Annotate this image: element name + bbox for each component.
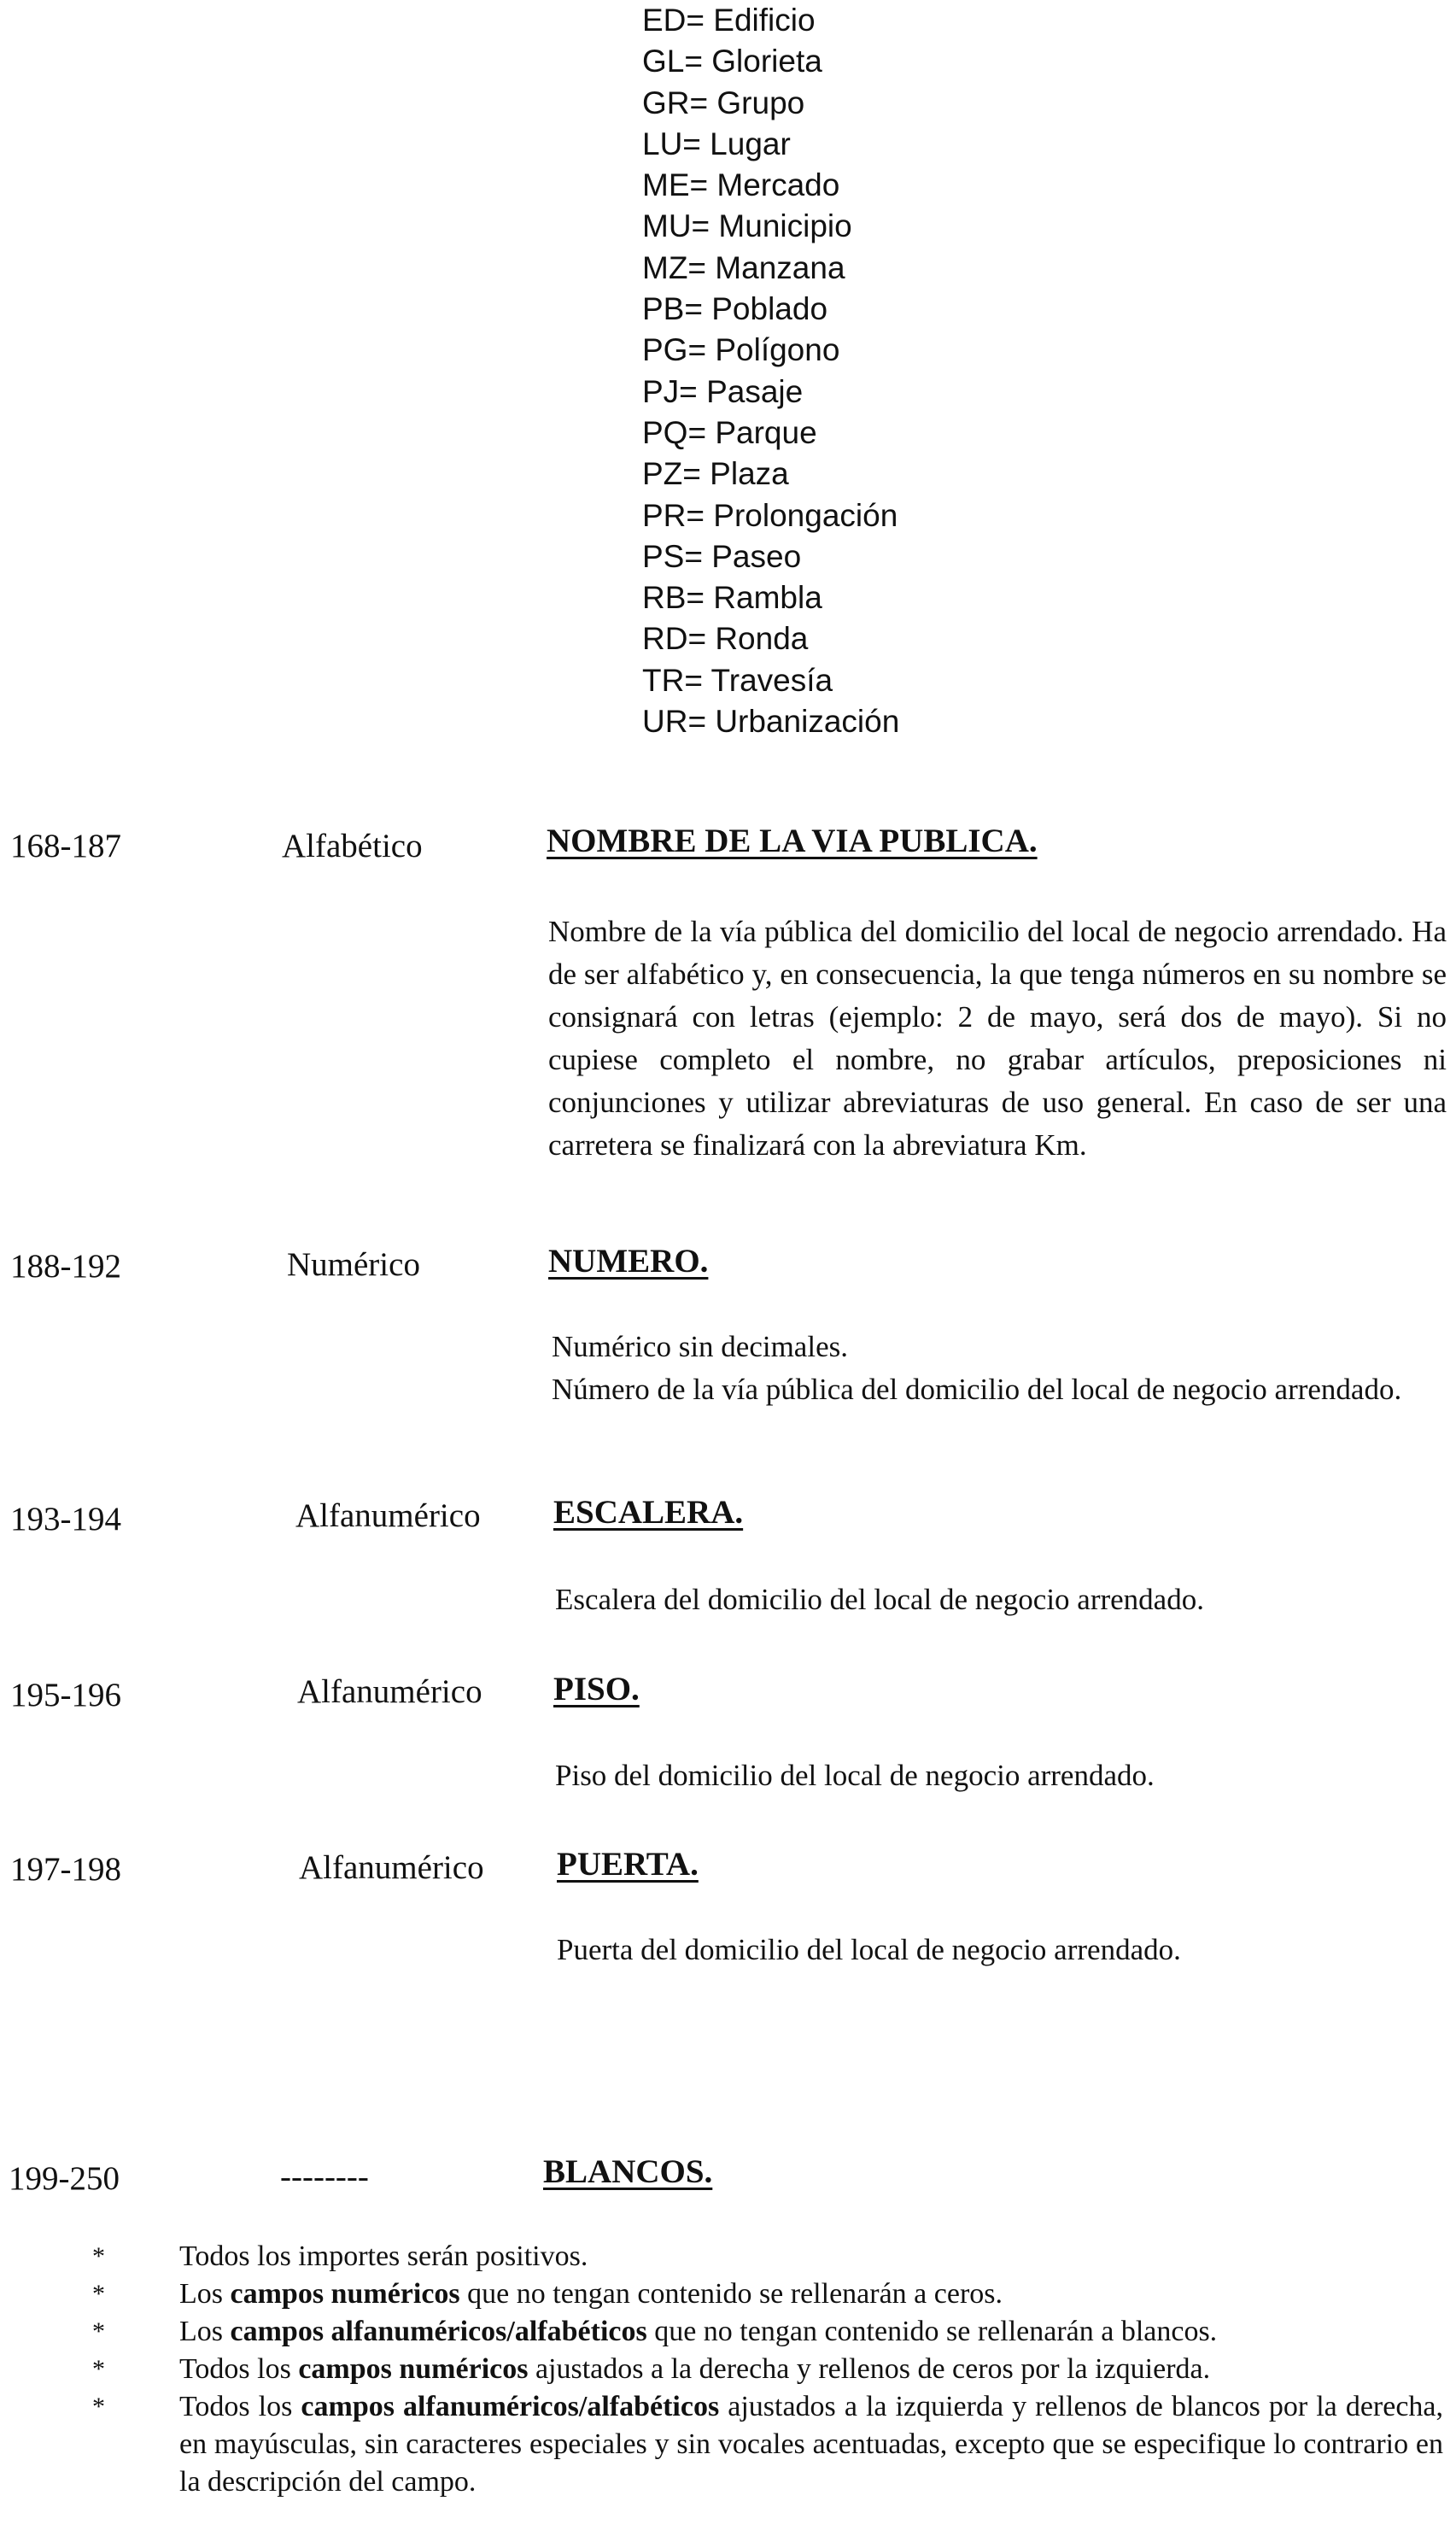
- field-type: Alfanumérico: [299, 1849, 484, 1886]
- field-description: [552, 1326, 1447, 1411]
- note-item: [92, 2351, 1443, 2388]
- field-title: ESCALERA.: [553, 1494, 744, 1531]
- field-description: [557, 1929, 1447, 1971]
- abbreviation-item: PZ= Plaza: [642, 456, 789, 492]
- description-text: Nombre de la vía pública del domicilio del local de negocio arrendado. Ha de ser alfabético y, en consecuencia, la que tenga números en su nombre se consignará con letras (ejemplo: 2 de mayo, será dos de mayo). Si no cupiese completo el nombre, no grabar artículos, preposiciones ni conjunciones y utilizar abreviaturas de uso general. En caso de ser una carretera se finalizará con la abreviatura Km.: [548, 915, 1447, 1162]
- description-text: Escalera del domicilio del local de negocio arrendado.: [555, 1583, 1204, 1616]
- general-notes-list: [92, 2238, 1444, 2501]
- field-position: 188-192: [10, 1248, 121, 1285]
- field-type: Alfabético: [282, 828, 423, 864]
- abbreviation-item: RD= Ronda: [642, 621, 809, 657]
- note-text: ajustados a la derecha y rellenos de ceros por la izquierda.: [528, 2353, 1211, 2385]
- description-text: Número de la vía pública del domicilio del local de negocio arrendado.: [552, 1373, 1402, 1406]
- field-type: --------: [280, 2158, 369, 2195]
- description-text: Piso del domicilio del local de negocio arrendado.: [555, 1759, 1155, 1792]
- abbreviation-item: TR= Travesía: [642, 662, 833, 698]
- abbreviation-item: ED= Edificio: [642, 3, 816, 38]
- note-emphasis: campos numéricos: [298, 2353, 529, 2385]
- note-text: Todos los importes serán positivos.: [179, 2240, 588, 2272]
- note-text: Los: [179, 2316, 231, 2347]
- abbreviation-item: PJ= Pasaje: [642, 373, 804, 409]
- abbreviation-item: ME= Mercado: [642, 167, 840, 203]
- note-item: [92, 2238, 1443, 2276]
- field-title: NOMBRE DE LA VIA PUBLICA.: [547, 823, 1038, 859]
- note-item: [92, 2388, 1444, 2501]
- note-item: [92, 2276, 1443, 2313]
- bullet-asterisk: *: [92, 2355, 105, 2383]
- field-type: Alfanumérico: [295, 1497, 481, 1534]
- field-description: [548, 911, 1447, 1167]
- abbreviation-item: PG= Polígono: [642, 332, 840, 368]
- field-position: 193-194: [10, 1501, 121, 1538]
- bullet-asterisk: *: [92, 2242, 105, 2270]
- note-text: que no tengan contenido se rellenarán a ceros.: [459, 2278, 1003, 2310]
- field-type: Numérico: [287, 1246, 420, 1283]
- description-text: Numérico sin decimales.: [552, 1330, 848, 1363]
- abbreviation-item: LU= Lugar: [642, 126, 791, 161]
- abbreviation-item: PR= Prolongación: [642, 497, 898, 533]
- bullet-asterisk: *: [92, 2317, 105, 2346]
- note-text: Todos los: [179, 2353, 299, 2385]
- field-description: [555, 1578, 1447, 1621]
- note-emphasis: campos alfanuméricos/alfabéticos: [301, 2391, 720, 2422]
- field-title: PUERTA.: [557, 1846, 699, 1883]
- note-emphasis: campos numéricos: [230, 2278, 460, 2310]
- field-title: BLANCOS.: [543, 2153, 713, 2190]
- description-text: Puerta del domicilio del local de negocio arrendado.: [557, 1933, 1181, 1966]
- field-position: 199-250: [9, 2160, 120, 2197]
- abbreviation-item: MZ= Manzana: [642, 249, 845, 285]
- field-position: 195-196: [10, 1677, 121, 1713]
- field-description: [555, 1754, 1447, 1797]
- note-text: ajustados a la izquierda y rellenos de blancos por la derecha, en mayúsculas, sin caracteres especiales y sin vocales acentuadas, excepto que se especifique lo contrario en la descripción del campo.: [179, 2391, 1444, 2498]
- note-text: Todos los: [179, 2391, 301, 2422]
- field-title: NUMERO.: [548, 1243, 709, 1280]
- field-title: PISO.: [553, 1671, 640, 1707]
- field-type: Alfanumérico: [297, 1673, 482, 1710]
- note-text: Los: [179, 2278, 231, 2310]
- street-type-abbreviation-list: [642, 0, 899, 742]
- abbreviation-item: PQ= Parque: [642, 414, 817, 450]
- bullet-asterisk: *: [92, 2280, 105, 2308]
- note-text: que no tengan contenido se rellenarán a blancos.: [646, 2316, 1218, 2347]
- field-position: 168-187: [10, 828, 121, 864]
- field-position: 197-198: [10, 1851, 121, 1888]
- bullet-asterisk: *: [92, 2393, 105, 2421]
- abbreviation-item: RB= Rambla: [642, 580, 822, 616]
- abbreviation-item: PS= Paseo: [642, 538, 802, 574]
- abbreviation-item: GR= Grupo: [642, 85, 805, 120]
- abbreviation-item: PB= Poblado: [642, 291, 828, 327]
- abbreviation-item: MU= Municipio: [642, 208, 852, 244]
- note-item: [92, 2313, 1443, 2351]
- abbreviation-item: GL= Glorieta: [642, 44, 822, 79]
- note-emphasis: campos alfanuméricos/alfabéticos: [230, 2316, 647, 2347]
- abbreviation-item: UR= Urbanización: [642, 704, 900, 740]
